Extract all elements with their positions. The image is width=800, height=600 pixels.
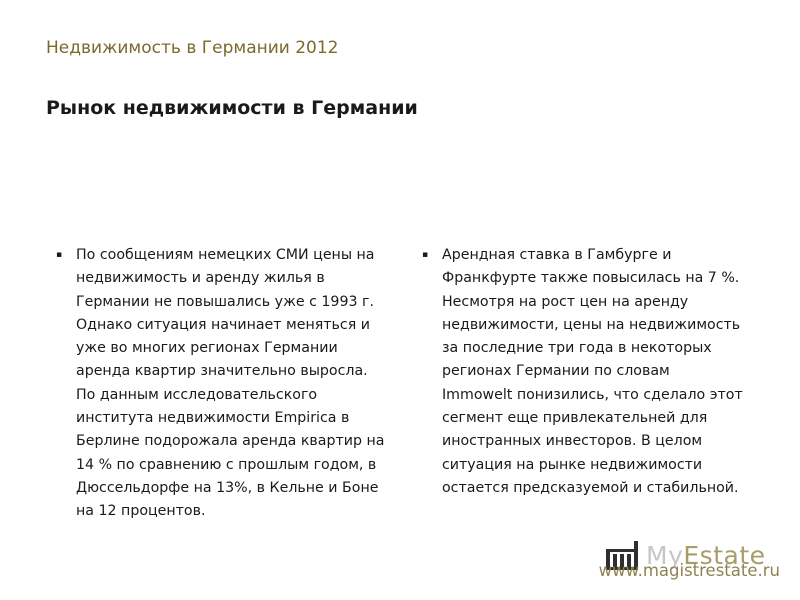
bullet-item xyxy=(422,244,752,500)
text-line: ситуация на рынке недвижимости xyxy=(442,456,703,473)
right-column xyxy=(422,244,752,500)
text-line: По сообщениям немецких СМИ цены на xyxy=(76,247,375,263)
site-url: www.magistrestate.ru xyxy=(598,561,780,580)
slide-title: Рынок недвижимости в Германии xyxy=(46,97,418,119)
bullet-item xyxy=(56,244,396,524)
text-line: уже во многих регионах Германии xyxy=(76,340,338,357)
text-line: Арендная ставка в Гамбурге и xyxy=(442,247,672,263)
bullet-marker-icon: ▪ xyxy=(422,250,429,260)
text-line: регионах Германии по словам xyxy=(442,363,670,380)
text-line: Несмотря на рост цен на аренду xyxy=(442,293,689,310)
text-line: иностранных инвесторов. В целом xyxy=(442,433,703,450)
header-title: Недвижимость в Германии 2012 xyxy=(46,38,339,58)
logo-text-part1: My xyxy=(646,540,684,570)
bullet-marker-icon: ▪ xyxy=(56,250,63,260)
text-line: института недвижимости Empirica в xyxy=(76,410,350,427)
logo-text-part2: Estate xyxy=(683,540,766,570)
text-line: По данным исследовательского xyxy=(76,386,318,403)
text-line: Однако ситуация начинает меняться и xyxy=(76,316,370,333)
text-line: сегмент еще привлекательней для xyxy=(442,410,708,427)
text-line: за последние три года в некоторых xyxy=(442,340,712,357)
text-line: недвижимость и аренду жилья в xyxy=(76,270,325,287)
text-line: Франкфурте также повысилась на 7 %. xyxy=(442,270,740,287)
text-line: на 12 процентов. xyxy=(76,503,206,520)
text-line: 14 % по сравнению с прошлым годом, в xyxy=(76,456,377,473)
left-column xyxy=(56,244,396,524)
text-line: Дюссельдорфе на 13%, в Кельне и Боне xyxy=(76,479,379,496)
text-line: остается предсказуемой и стабильной. xyxy=(442,479,739,496)
text-line: Immowelt понизились, что сделало этот xyxy=(442,386,743,403)
text-line: аренда квартир значительно выросла. xyxy=(76,363,368,380)
text-line: Германии не повышались уже с 1993 г. xyxy=(76,293,374,310)
text-line: недвижимости, цены на недвижимость xyxy=(442,316,741,333)
text-line: Берлине подорожала аренда квартир на xyxy=(76,433,385,450)
